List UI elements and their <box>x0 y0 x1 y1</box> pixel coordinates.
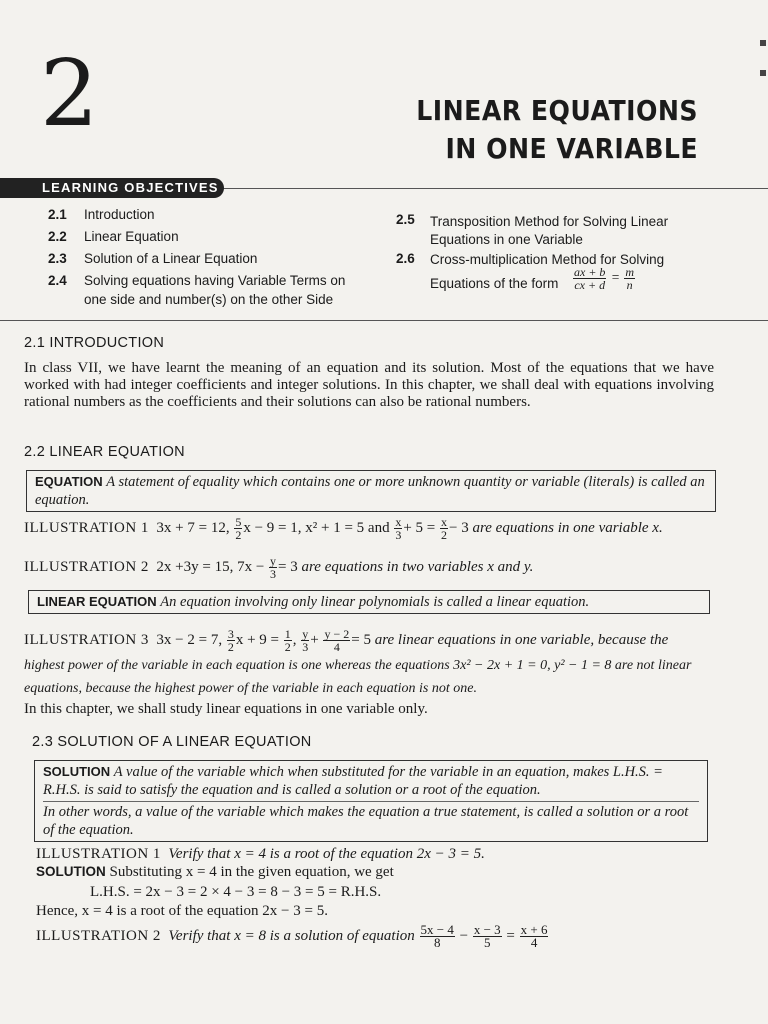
objective-text: one side and number(s) on the other Side <box>84 292 334 307</box>
objective-number: 2.2 <box>48 229 67 244</box>
illustration-2-line: ILLUSTRATION 2 2x +3y = 15, 7x − $\frac{y}{3}$ = 3 are equations in two variables x and y. <box>24 554 534 581</box>
objective-number: 2.6 <box>396 251 415 266</box>
chapter-title <box>416 92 698 168</box>
equation-definition-box <box>26 470 716 512</box>
objective-number: 2.5 <box>396 212 415 227</box>
illustration-1-line: ILLUSTRATION 1 3x + 7 = 12, $\frac{5}{2}$ x − 9 = 1, x² + 1 = 5 and $\frac{x}{3}$ + 5 = $\frac{x}{2}$ − 3 are equations in one variable x. <box>24 515 663 542</box>
objective-text: Cross-multiplication Method for Solving <box>430 252 665 267</box>
form-fraction: $\frac{ax + b}{cx + d}$ = $\frac{m}{n}$ <box>574 265 634 292</box>
illustration-label: ILLUSTRATION 1 <box>36 846 161 862</box>
definition-text: A statement of equality which contains one or more unknown quantity or variable (literals) is called an equation. <box>35 474 705 508</box>
linear-equation-definition-box <box>28 590 710 614</box>
objective-text: Introduction <box>84 207 155 222</box>
definition-key: LINEAR EQUATION <box>37 594 157 609</box>
objective-text: Equations of the form <box>430 276 559 291</box>
chapter-title-line-1: LINEAR EQUATIONS <box>416 94 698 127</box>
section-heading-solution: 2.3 SOLUTION OF A LINEAR EQUATION <box>32 734 312 750</box>
chapter-title-line-2: IN ONE VARIABLE <box>445 132 698 165</box>
page-edge-mark <box>760 70 766 76</box>
objective-number: 2.1 <box>48 207 67 222</box>
section-divider <box>0 320 768 321</box>
section-heading-linear-equation: 2.2 LINEAR EQUATION <box>24 444 185 460</box>
objective-text: Linear Equation <box>84 229 179 244</box>
definition-text: A value of the variable which when substituted for the variable in an equation, makes L.H.S. = R.H.S. is said to satisfy the equation and is called a solution or a root of the equation. <box>43 764 663 798</box>
illustration-3-continuation: equations, because the highest power of the variable in each equation is not one. <box>24 681 477 696</box>
illustration-3-continuation: highest power of the variable in each equation is one whereas the equations 3x² − 2x + 1 = 0, y² − 1 = 8 are not linear <box>24 658 692 673</box>
introduction-paragraph: In class VII, we have learnt the meaning of an equation and its solution. Most of the equations that we have worked with had integer coefficients and integer solutions. In this chapter, we shall deal with equations involving rational numbers as the coefficients and their solutions can also be rational numbers. <box>24 360 714 410</box>
learning-objectives-banner <box>0 178 224 198</box>
solution-label: SOLUTION <box>36 864 106 879</box>
lhs-rhs-line: L.H.S. = 2x − 3 = 2 × 4 − 3 = 8 − 3 = 5 = R.H.S. <box>90 884 382 900</box>
illustration-label: ILLUSTRATION 2 <box>36 927 161 944</box>
hence-line: Hence, x = 4 is a root of the equation 2x − 3 = 5. <box>36 903 328 919</box>
definition-key: EQUATION <box>35 474 103 489</box>
page-edge-mark <box>760 40 766 46</box>
definition-key: SOLUTION <box>43 764 111 779</box>
illustration-3-line: ILLUSTRATION 3 3x − 2 = 7, $\frac{3}{2}$ x + 9 = $\frac{1}{2}$ , $\frac{y}{3}$ + $\frac{y - 2}{4}$ = 5 are linear equations in one variable, because the <box>24 627 669 654</box>
objective-text: Solving equations having Variable Terms on <box>84 273 346 288</box>
illustration-2-line: ILLUSTRATION 2 Verify that x = 8 is a solution of equation $\frac{5x - 4}{8}$ − $\frac{x - 3}{5}$ = $\frac{x + 6}{4}$ <box>36 922 548 950</box>
chapter-number: 2 <box>40 40 99 147</box>
solution-line: SOLUTION Substituting x = 4 in the given equation, we get <box>36 864 394 880</box>
illustration-label: ILLUSTRATION 2 <box>24 558 149 575</box>
objective-number: 2.3 <box>48 251 67 266</box>
illustration-label: ILLUSTRATION 3 <box>24 631 149 648</box>
learning-objectives-heading: LEARNING OBJECTIVES <box>42 180 219 195</box>
objective-number: 2.4 <box>48 273 67 288</box>
illustration-1-line: ILLUSTRATION 1 Verify that x = 4 is a root of the equation 2x − 3 = 5. <box>36 846 485 862</box>
definition-text: An equation involving only linear polynomials is called a linear equation. <box>160 594 590 610</box>
definition-text: In other words, a value of the variable which makes the equation a true statement, is called a solution or a root of the equation. <box>43 801 699 839</box>
study-sentence: In this chapter, we shall study linear equations in one variable only. <box>24 701 428 717</box>
solution-definition-box <box>34 760 708 842</box>
section-heading-introduction: 2.1 INTRODUCTION <box>24 335 165 351</box>
illustration-label: ILLUSTRATION 1 <box>24 519 149 536</box>
objective-text: Equations in one Variable <box>430 232 583 247</box>
objective-text: Solution of a Linear Equation <box>84 251 258 266</box>
objective-text: Transposition Method for Solving Linear <box>430 214 669 229</box>
